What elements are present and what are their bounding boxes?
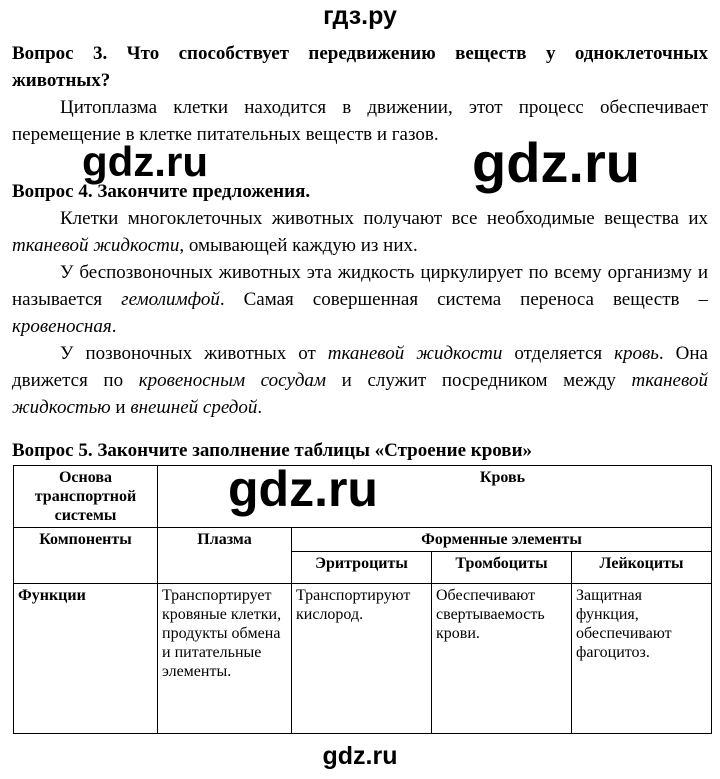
leukocytes-function-cell: Защитная функция, обеспечивают фагоцитоз. (572, 584, 712, 734)
question-4-paragraph-2: У беспозвоночных животных эта жидкость циркулирует по всему организму и называется гемолимфой. Самая совершенная система переноса веществ – кровеносная. (12, 262, 708, 337)
plasma-function-cell: Транспортирует кровяные клетки, продукты обмена и питательные элементы. (158, 584, 292, 734)
question-5-title: Вопрос 5. Закончите заполнение таблицы «Строение крови» (12, 440, 533, 461)
watermark-table: gdz.ru (228, 461, 378, 517)
basis-label-cell: Основа транспортной системы (14, 466, 158, 528)
question-4-title: Вопрос 4. Закончите предложения. (12, 181, 311, 202)
functions-label-cell: Функции (14, 584, 158, 734)
question-3-title: Вопрос 3. Что способствует передвижению веществ у одноклеточных животных? (12, 43, 708, 91)
thrombocytes-header-cell: Тромбоциты (432, 552, 572, 584)
question-4-paragraph-1: Клетки многоклеточных животных получают все необходимые вещества их тканевой жидкости, омывающей каждую из них. (12, 208, 708, 256)
watermark-mid-left: gdz.ru (82, 138, 208, 185)
watermark-top: гдз.ру (323, 2, 397, 30)
basis-value-cell: Кровь (158, 466, 712, 528)
thrombocytes-function-cell: Обеспечивают свертываемость крови. (432, 584, 572, 734)
erythrocytes-header-cell: Эритроциты (292, 552, 432, 584)
erythrocytes-function-cell: Транспортируют кислород. (292, 584, 432, 734)
watermark-mid-right: gdz.ru (472, 131, 640, 194)
watermark-bottom: gdz.ru (322, 742, 398, 770)
question-4-paragraph-3: У позвоночных животных от тканевой жидкости отделяется кровь. Она движется по кровеносным сосудам и служит посредником между тканевой жидкостью и внешней средой. (12, 343, 708, 418)
components-label-cell: Компоненты (14, 528, 158, 584)
formed-elements-header-cell: Форменные элементы (292, 528, 712, 552)
plasma-header-cell: Плазма (158, 528, 292, 584)
leukocytes-header-cell: Лейкоциты (572, 552, 712, 584)
question-3-answer: Цитоплазма клетки находится в движении, этот процесс обеспечивает перемещение в клетке питательных веществ и газов. (12, 97, 708, 145)
